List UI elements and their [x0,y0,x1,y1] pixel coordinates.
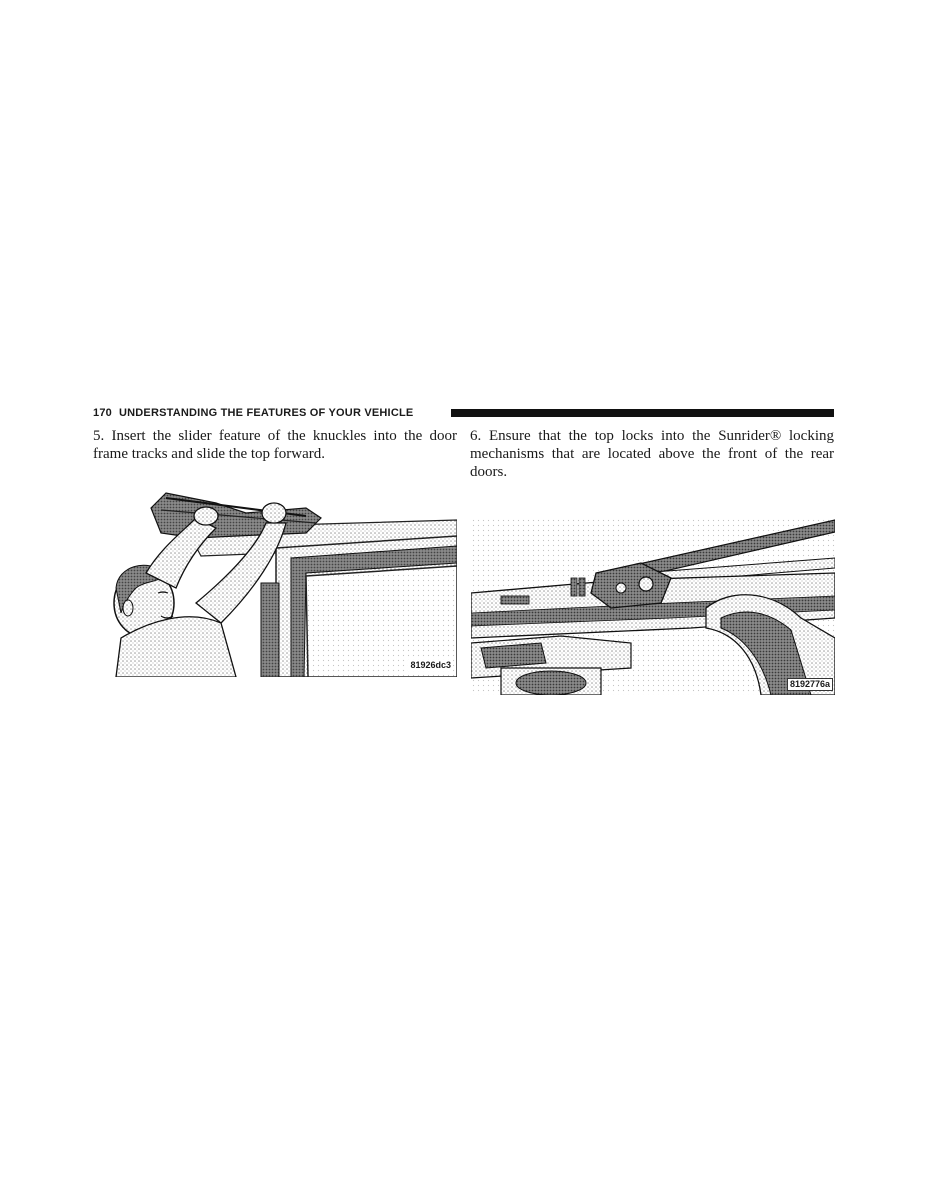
page-number: 170 [93,407,112,419]
page-header [93,405,834,421]
figure-code-2: 8192776a [787,678,833,691]
header-rule-bar [451,409,834,417]
section-title: UNDERSTANDING THE FEATURES OF YOUR VEHICLE [119,407,414,419]
illustration-person-sliding-top [106,488,457,677]
illustration-sunrider-locking-mechanism-drawing [471,518,835,695]
illustration-sunrider-locking-mechanism [471,518,835,695]
figure-code-1: 81926dc3 [410,660,451,670]
illustration-person-sliding-top-drawing [106,488,457,677]
step-6-text: 6. Ensure that the top locks into the Sunrider® locking mechanisms that are located above the front of the rear doors. [470,428,834,480]
step-5-text: 5. Insert the slider feature of the knuckles into the door frame tracks and slide the top forward. [93,428,457,462]
